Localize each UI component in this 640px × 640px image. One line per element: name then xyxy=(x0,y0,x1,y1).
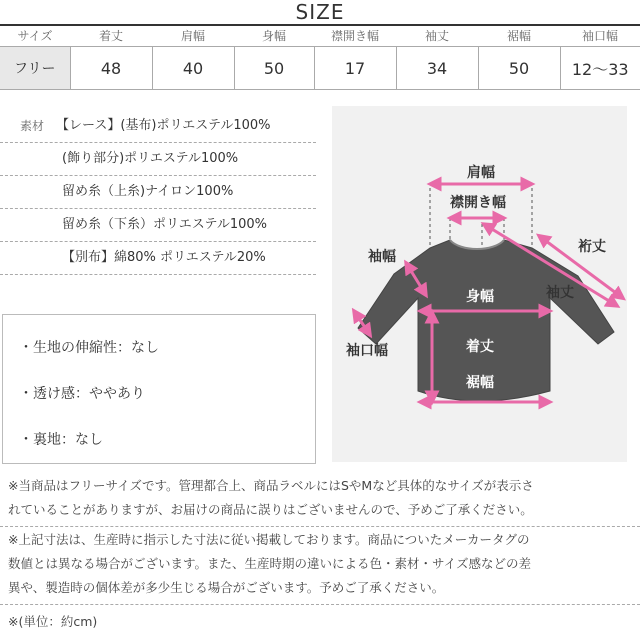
label-yuki: 裄丈 xyxy=(578,239,606,255)
label-body-width: 身幅 xyxy=(466,289,494,305)
header-cell: サイズ xyxy=(0,25,70,47)
material-row xyxy=(0,209,316,242)
size-table-header-row xyxy=(0,25,640,47)
header-cell: 裾幅 xyxy=(478,25,560,47)
material-row xyxy=(0,143,316,176)
material-line: (飾り部分)ポリエステル100% xyxy=(62,151,239,166)
label-neck: 襟開き幅 xyxy=(450,195,506,211)
label-length: 着丈 xyxy=(466,339,494,355)
table-cell: 50 xyxy=(478,47,560,90)
material-row xyxy=(0,176,316,209)
table-cell: 17 xyxy=(314,47,396,90)
property-lining: ・裏地：なし xyxy=(19,432,103,448)
note-line: れていることがありますが、お届けの商品に誤りはございませんので、予めご了承ください。 xyxy=(8,502,533,517)
label-cuff: 袖口幅 xyxy=(346,343,388,359)
header-cell: 襟開き幅 xyxy=(314,25,396,47)
note-line: 数値とは異なる場合がございます。また、生産時期の違いによる色・素材・サイズ感などの差 xyxy=(8,556,532,571)
property-sheerness: ・透け感：ややあり xyxy=(19,386,145,402)
material-line: 【別布】綿80% ポリエステル20% xyxy=(62,250,266,265)
material-line: 留め糸（上糸)ナイロン100% xyxy=(62,184,234,199)
table-cell: 40 xyxy=(152,47,234,90)
size-table xyxy=(0,25,640,90)
measurement-diagram xyxy=(332,106,627,462)
material-line: 留め糸（下糸）ポリエステル100% xyxy=(62,217,267,232)
table-row xyxy=(0,47,640,90)
table-cell: 50 xyxy=(234,47,314,90)
header-cell: 身幅 xyxy=(234,25,314,47)
header-cell: 袖丈 xyxy=(396,25,478,47)
note-divider xyxy=(0,526,640,527)
note-line: 異や、製造時の個体差が多少生じる場合がございます。予めご了承ください。 xyxy=(8,580,445,595)
note-line: ※当商品はフリーサイズです。管理都合上、商品ラベルにはSやMなど具体的なサイズが表示さ xyxy=(8,478,534,493)
header-cell: 肩幅 xyxy=(152,25,234,47)
header-cell: 袖口幅 xyxy=(560,25,640,47)
label-hem: 裾幅 xyxy=(466,375,494,391)
material-row xyxy=(0,242,316,275)
table-cell: 34 xyxy=(396,47,478,90)
size-name-cell: フリー xyxy=(0,47,70,90)
table-cell: 12〜33 xyxy=(560,47,640,90)
fabric-properties-box xyxy=(2,314,316,464)
note-divider xyxy=(0,604,640,605)
material-section xyxy=(0,110,316,275)
header-cell: 着丈 xyxy=(70,25,152,47)
label-shoulder: 肩幅 xyxy=(467,165,495,181)
material-label: 素材 xyxy=(20,119,45,133)
note-line: ※(単位：約cm) xyxy=(8,614,98,629)
note-line: ※上記寸法は、生産時に指示した寸法に従い掲載しております。商品についたメーカータグの xyxy=(8,532,530,547)
garment-illustration xyxy=(332,106,627,462)
material-line: 【レース】(基布)ポリエステル100% xyxy=(56,118,271,133)
property-stretch: ・生地の伸縮性：なし xyxy=(19,340,159,356)
label-sleeve-width: 袖幅 xyxy=(368,249,396,265)
page-title: SIZE xyxy=(295,0,345,24)
label-sleeve-length: 袖丈 xyxy=(546,285,574,301)
material-row xyxy=(0,110,316,143)
table-cell: 48 xyxy=(70,47,152,90)
